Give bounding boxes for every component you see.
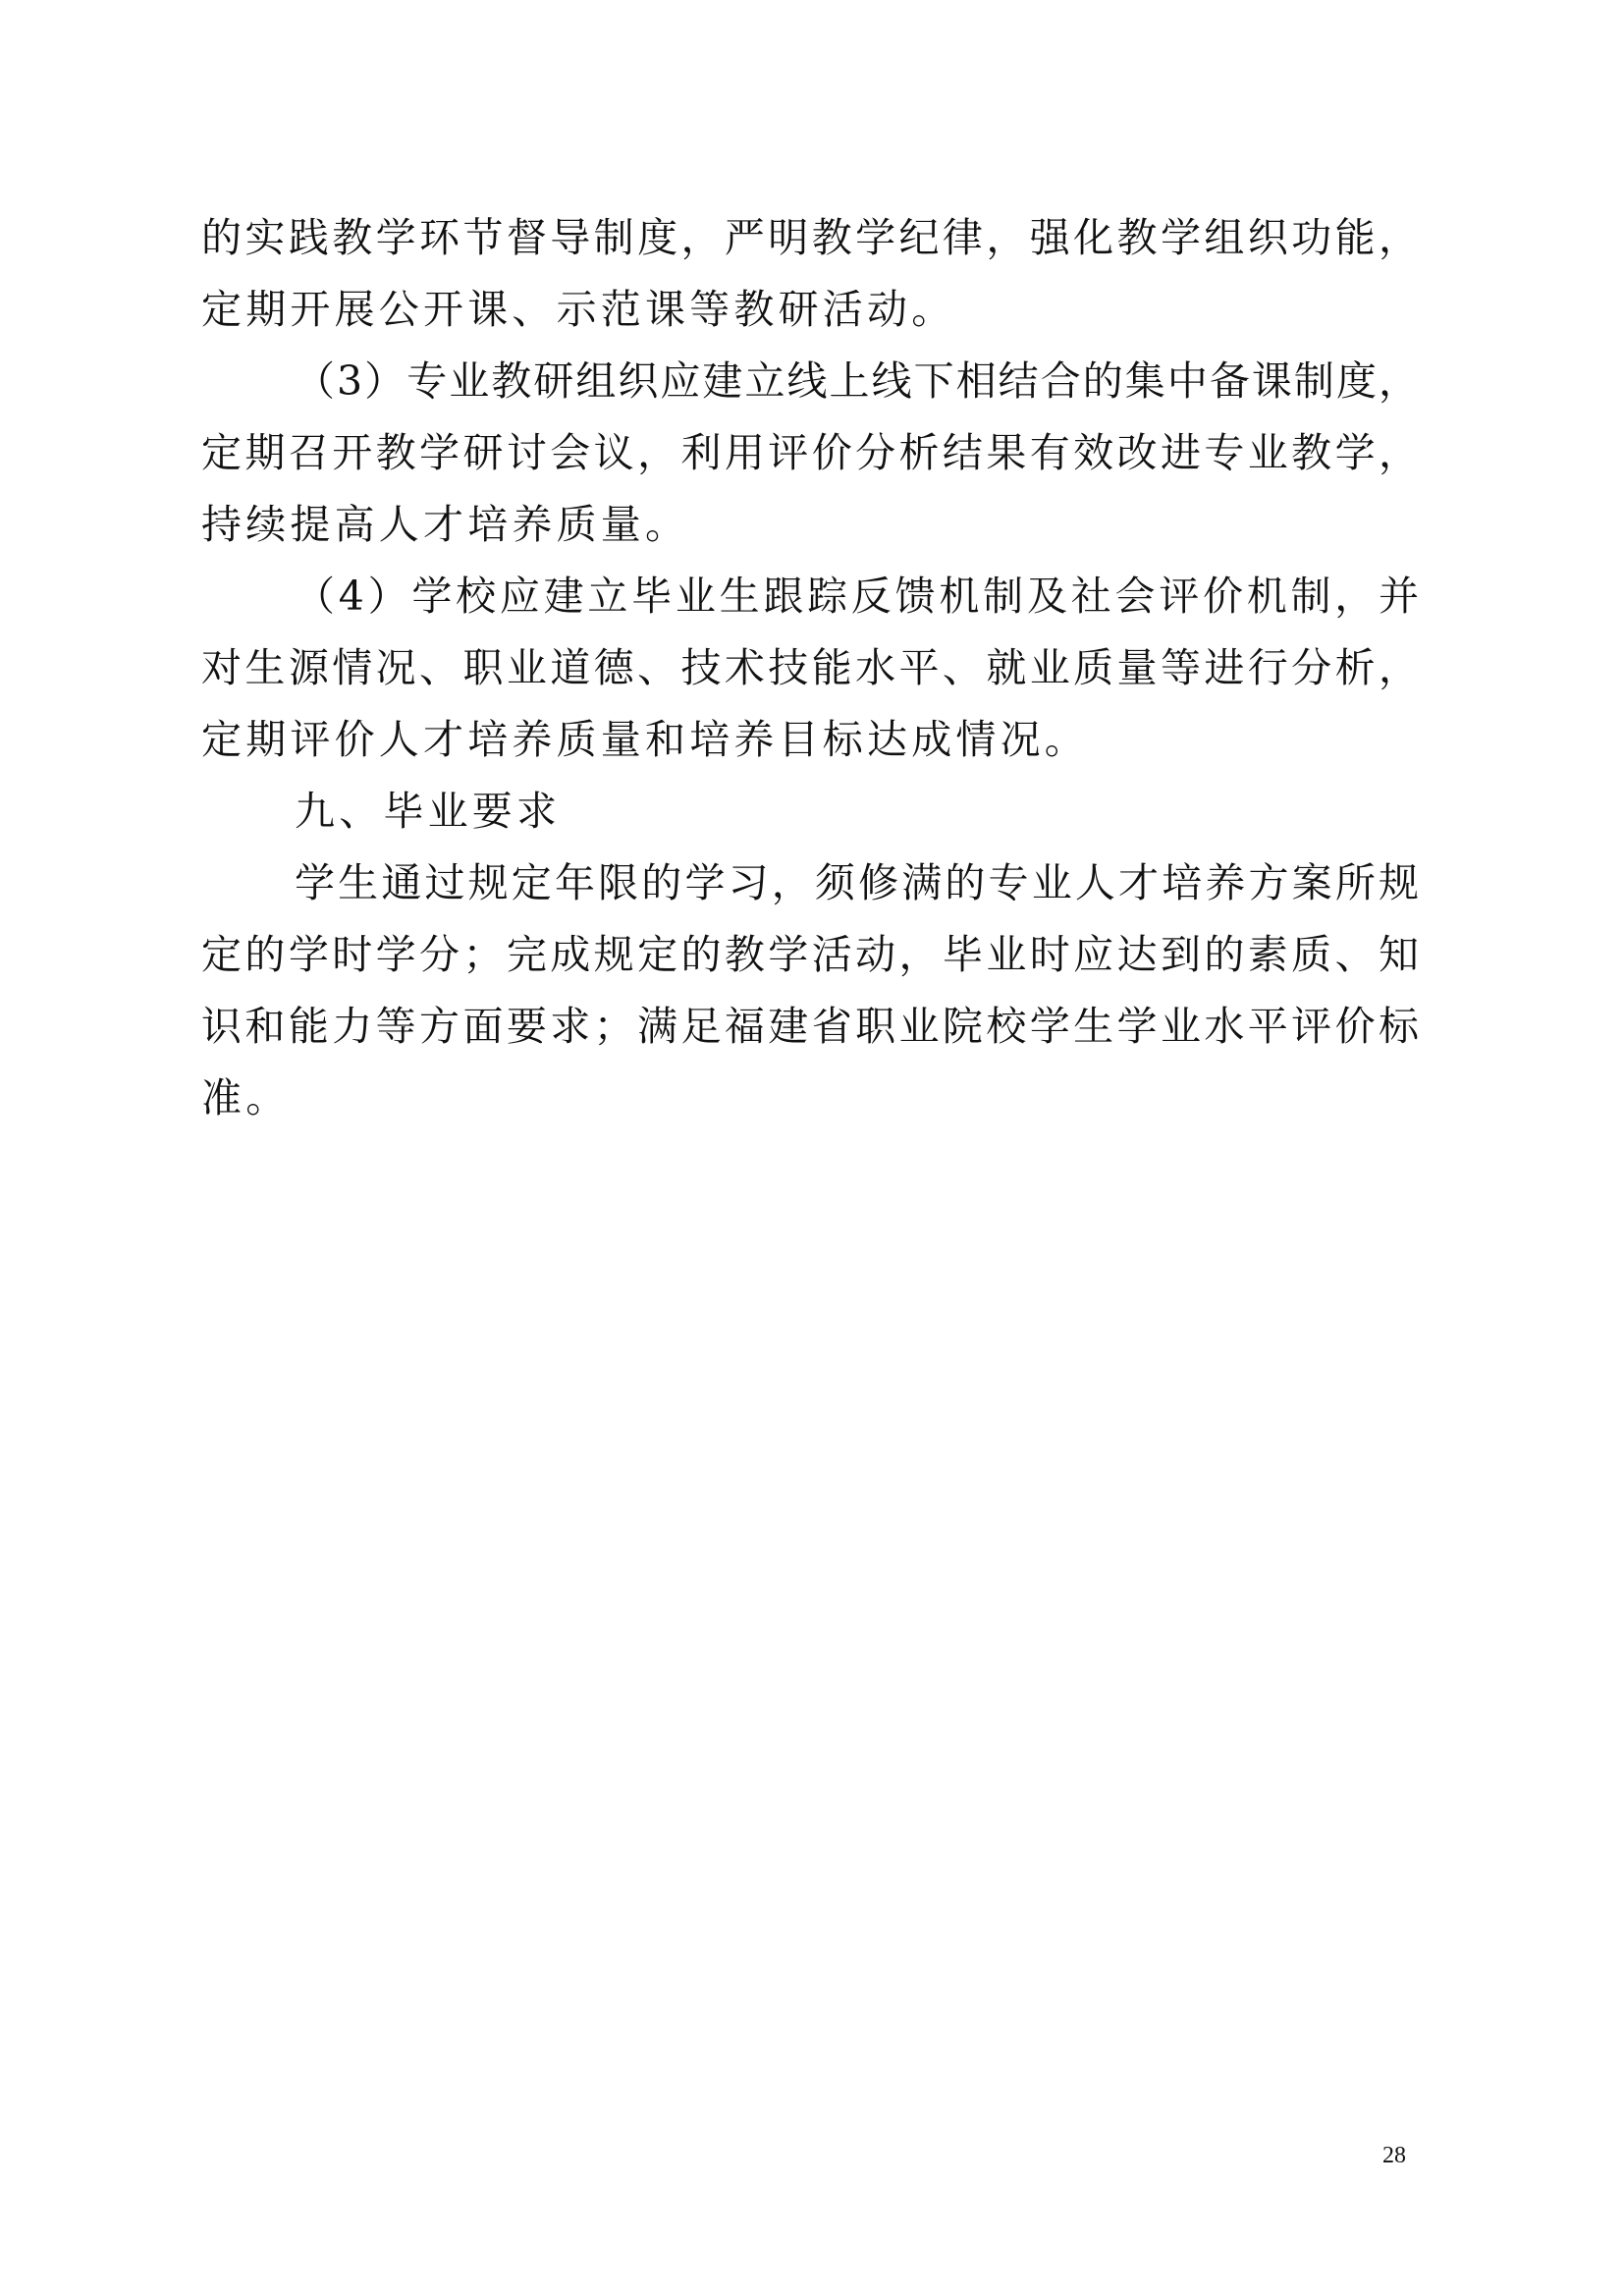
text-line-2: 定期开展公开课、示范课等教研活动。: [201, 286, 956, 333]
page-number: 28: [1382, 2143, 1406, 2168]
text-line-7: 对生源情况、职业道德、技术技能水平、就业质量等进行分析，: [201, 644, 1419, 691]
text-line-8: 定期评价人才培养质量和培养目标达成情况。: [201, 716, 1089, 763]
section-heading-graduation-requirements: 九、毕业要求: [295, 788, 562, 835]
text-line-9: 学生通过规定年限的学习，须修满的专业人才培养方案所规: [295, 859, 1419, 906]
text-line-6: （4）学校应建立毕业生跟踪反馈机制及社会评价机制，并: [295, 573, 1419, 620]
text-line-5: 持续提高人才培养质量。: [201, 501, 690, 548]
text-line-4: 定期召开教学研讨会议，利用评价分析结果有效改进专业教学，: [201, 429, 1419, 476]
text-line-12: 准。: [201, 1074, 291, 1121]
text-line-11: 识和能力等方面要求；满足福建省职业院校学生学业水平评价标: [201, 1003, 1419, 1050]
text-line-3: （3）专业教研组织应建立线上线下相结合的集中备课制度，: [295, 357, 1419, 405]
text-line-1: 的实践教学环节督导制度，严明教学纪律，强化教学组织功能，: [201, 214, 1419, 261]
text-line-10: 定的学时学分；完成规定的教学活动，毕业时应达到的素质、知: [201, 931, 1419, 978]
